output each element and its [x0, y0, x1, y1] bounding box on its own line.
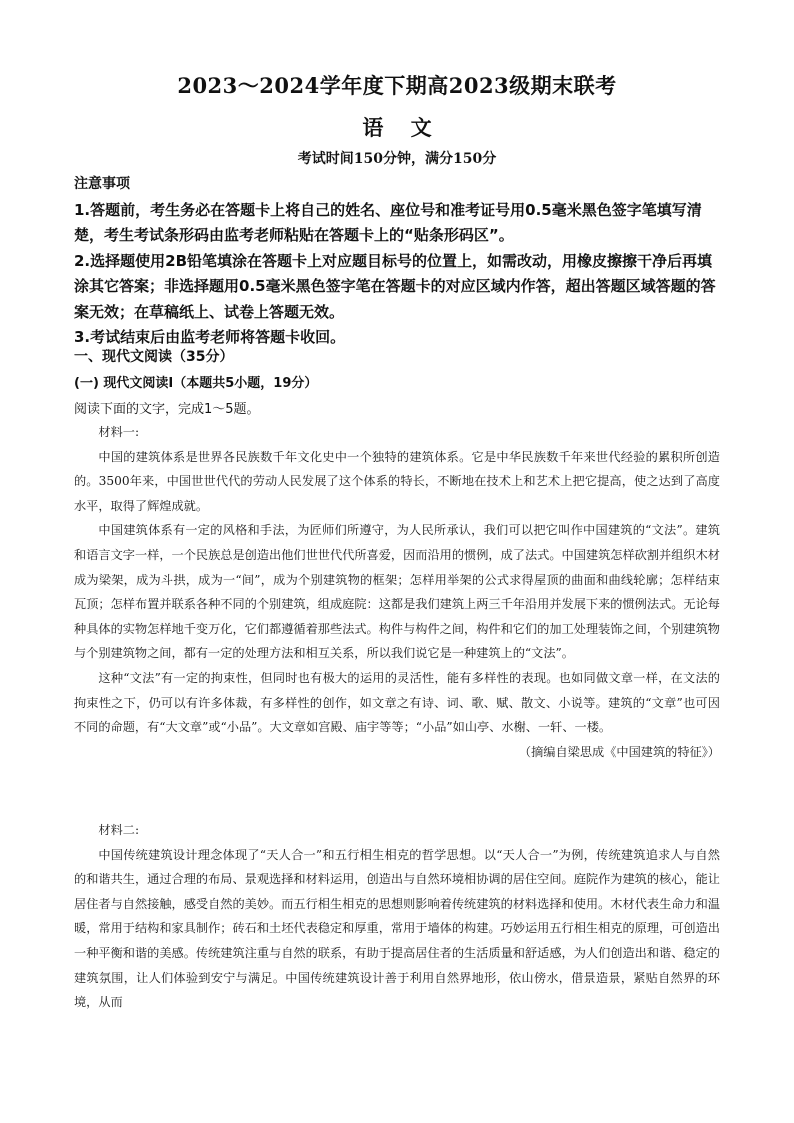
note-item: 3.考试结束后由监考老师将答题卡收回。	[74, 328, 346, 346]
material-source: （摘编自梁思成《中国建筑的特征》）	[518, 744, 720, 759]
notes-heading: 注意事项	[74, 176, 130, 192]
paragraph: 中国建筑体系有一定的风格和手法，为匠师们所遵守，为人民所承认，我们可以把它叫作中国建筑的“文法”。建筑和语言文字一样，一个民族总是创造出他们世世代代所喜爱，因而沿用的惯例，成了法式。中国建筑怎样砍割并组织木材成为梁架，成为斗拱，成为一“间”，成为个别建筑物的框架；怎样用举架的公式求得屋顶的曲面和曲线轮廓；怎样结束瓦顶；怎样布置并联系各种不同的个别建筑，组成庭院：这都是我们建筑上两三千年沿用并发展下来的惯例法式。无论每种具体的实物怎样地千变万化，它们都遵循着那些法式。构件与构件之间，构件和它们的加工处理装饰之间，个别建筑物与个别建筑物之间，都有一定的处理方法和相互关系，所以我们说它是一种建筑上的“文法”。	[74, 523, 720, 661]
section-heading: 一、现代文阅读（35分）	[74, 349, 234, 365]
subject-char: 文	[410, 115, 432, 140]
material-label: 材料二:	[98, 823, 140, 837]
paragraph: 中国传统建筑设计理念体现了“天人合一”和五行相生相克的哲学思想。以“天人合一”为例，传统建筑追求人与自然的和谐共生，通过合理的布局、景观选择和材料运用，创造出与自然环境相协调的居住空间。庭院作为建筑的核心，能让居住者与自然接触，感受自然的美妙。而五行相生相克的思想则影响着传统建筑的材料选择和使用。木材代表生命力和温暖，常用于结构和家具制作；砖石和土坯代表稳定和厚重，常用于墙体的构建。巧妙运用五行相生相克的原理，可创造出一种平衡和谐的美感。传统建筑注重与自然的联系，有助于提高居住者的生活质量和舒适感，为人们创造出和谐、稳定的建筑氛围，让人们体验到安宁与满足。中国传统建筑设计善于利用自然界地形，依山傍水，借景造景，紧贴自然界的环境，从而	[74, 847, 720, 1010]
note-item: 1.答题前，考生务必在答题卡上将自己的姓名、座位号和准考证号用0.5毫米黑色签字笔填写清楚，考生考试条形码由监考老师粘贴在答题卡上的“贴条形码区”。	[74, 200, 702, 244]
material-label: 材料一:	[98, 425, 140, 439]
paragraph: 这种“文法”有一定的拘束性，但同时也有极大的运用的灵活性，能有多样性的表现。也如同做文章一样，在文法的拘束性之下，仍可以有许多体裁，有多样性的创作，如文章之有诗、词、歌、赋、散文、小说等。建筑的“文章”也可因不同的命题，有“大文章”或“小品”。大文章如宫殿、庙宇等等；“小品”如山亭、水榭、一轩、一楼。	[74, 670, 720, 735]
sub-section-heading: (一) 现代文阅读Ⅰ（本题共5小题，19分）	[74, 376, 318, 391]
reading-instruction: 阅读下面的文字，完成1～5题。	[74, 402, 260, 417]
material-one	[74, 420, 720, 764]
subject-title	[0, 112, 794, 142]
note-item: 2.选择题使用2B铅笔填涂在答题卡上对应题目标号的位置上，如需改动，用橡皮擦擦干净后再填涂其它答案；非选择题用0.5毫米黑色签字笔在答题卡的对应区域内作答，超出答题区域答题的答案无效；在草稿纸上、试卷上答题无效。	[74, 251, 716, 321]
exam-time: 考试时间150分钟，满分150分	[297, 151, 497, 167]
material-two	[74, 818, 720, 1015]
notes-block	[74, 172, 724, 351]
subject-char: 语	[362, 115, 384, 140]
paragraph: 中国的建筑体系是世界各民族数千年文化史中一个独特的建筑体系。它是中华民族数千年来世代经验的累积所创造的。3500年来，中国世世代代的劳动人民发展了这个体系的特长，不断地在技术上和艺术上把它提高，使之达到了高度水平，取得了辉煌成就。	[74, 449, 720, 513]
exam-title: 2023～2024学年度下期高2023级期末联考	[177, 73, 617, 98]
